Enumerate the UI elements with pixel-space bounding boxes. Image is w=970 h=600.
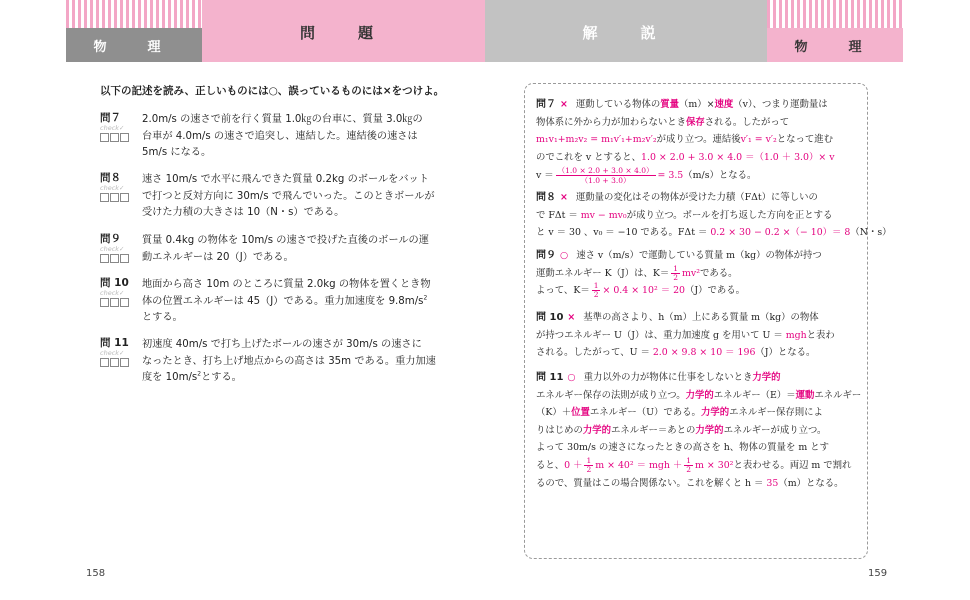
cross-mark: × bbox=[567, 312, 576, 323]
answer-text: される。したがって、U ＝ bbox=[536, 347, 653, 359]
fraction-denominator: 2 bbox=[686, 464, 692, 474]
answer-text: 運動量の変化はその物体が受けた力積（FΔt）に等しいの bbox=[575, 192, 818, 203]
answer-text: エネルギー＝あとの bbox=[611, 424, 696, 436]
fraction bbox=[592, 282, 601, 299]
fraction-numerator: 1 bbox=[586, 455, 592, 465]
formula: v′₁ = v′₂ bbox=[740, 134, 777, 146]
formula: mv − mv₀ bbox=[580, 209, 627, 221]
answer-text: が成り立つ。ボールを打ち返した方向を正とする bbox=[626, 209, 833, 221]
fraction-numerator: 1 bbox=[593, 281, 599, 291]
problem-title: 問 題 bbox=[299, 24, 387, 42]
answer-11 bbox=[536, 369, 862, 492]
answer-7 bbox=[536, 96, 858, 185]
answer-number: 問９ bbox=[536, 250, 556, 261]
answer-text: よって、K＝ bbox=[536, 285, 590, 297]
checkbox[interactable] bbox=[110, 298, 119, 307]
left-header-stripe bbox=[66, 0, 202, 28]
question-number: 問 11 bbox=[100, 337, 129, 349]
answer-text: となって進む bbox=[776, 134, 834, 146]
answer-text: 運動エネルギー K（J）は、K＝ bbox=[536, 267, 670, 279]
instruction-text: 以下の記述を読み、正しいものには○、誤っているものには×をつけよ。 bbox=[100, 85, 445, 97]
checkbox[interactable] bbox=[120, 254, 129, 263]
checkbox[interactable] bbox=[100, 254, 109, 263]
checkbox[interactable] bbox=[110, 133, 119, 142]
keyword: 力学的 bbox=[582, 424, 612, 436]
circle-mark: ○ bbox=[567, 372, 576, 383]
answer-text: （m/s）となる。 bbox=[683, 170, 757, 182]
cross-mark: × bbox=[560, 192, 568, 203]
keyword: 力学的 bbox=[695, 424, 724, 436]
answer-text: と v ＝ 30 、v₀ ＝ −10 である。FΔt ＝ bbox=[536, 227, 711, 239]
question-text: 動エネルギーは 20（J）である。 bbox=[142, 251, 294, 263]
right-subject-tab bbox=[767, 28, 903, 62]
left-subject-label: 物 理 bbox=[93, 39, 175, 55]
answer-text: エネルギーが成り立つ。 bbox=[723, 424, 827, 436]
question-number: 問 10 bbox=[100, 277, 129, 289]
answer-text: （K）＋ bbox=[536, 407, 572, 419]
answer-number: 問 10 bbox=[536, 312, 564, 323]
fraction-denominator: 2 bbox=[586, 464, 592, 474]
left-subject-tab bbox=[66, 28, 202, 62]
question-text: 速さ 10m/s で水平に飛んできた質量 0.2kg のボールをバット bbox=[142, 174, 429, 185]
page-number-right: 159 bbox=[868, 568, 888, 579]
right-header-stripe bbox=[767, 0, 903, 28]
superscript: 2 bbox=[423, 294, 428, 302]
question-text: とする。 bbox=[142, 312, 183, 323]
answer-text: エネルギー保存則によ bbox=[729, 407, 823, 419]
fraction-denominator: 2 bbox=[673, 272, 679, 282]
question-text-part: 体の位置エネルギーは 45（J）である。重力加速度を 9.8m/s bbox=[142, 295, 424, 307]
answer-text: エネルギー保存の法則が成り立つ。 bbox=[536, 389, 686, 401]
checkbox[interactable] bbox=[120, 193, 129, 202]
check-label: check✓ bbox=[100, 289, 125, 297]
answer-text: が成り立つ。連結後 bbox=[656, 134, 741, 146]
formula: = 3.5 bbox=[657, 170, 684, 182]
formula: 0 ＋ bbox=[564, 459, 583, 471]
question-text bbox=[142, 294, 431, 311]
fraction bbox=[556, 166, 656, 185]
checkbox[interactable] bbox=[120, 358, 129, 367]
question-text: で打つと反対方向に 30m/s で飛んでいった。このときボールが bbox=[142, 190, 435, 202]
answer-text: （m）× bbox=[679, 99, 715, 110]
question-number: 問９ bbox=[100, 233, 121, 245]
question-text bbox=[142, 370, 436, 387]
answer-text: （N・s） bbox=[850, 227, 892, 239]
question-text: 台車が 4.0m/s の速さで追突し、連結した。連結後の速さは bbox=[142, 130, 418, 142]
superscript: 2 bbox=[197, 370, 202, 378]
fraction bbox=[584, 457, 593, 474]
answer-text: ると、 bbox=[536, 459, 565, 471]
answer-text: エネルギー（U）である。 bbox=[589, 407, 701, 419]
checkbox[interactable] bbox=[100, 298, 109, 307]
cross-mark: × bbox=[560, 99, 568, 110]
checkbox[interactable] bbox=[120, 133, 129, 142]
explanation-title: 解 説 bbox=[582, 24, 670, 42]
explanation-title-tab bbox=[485, 0, 767, 62]
keyword: 位置 bbox=[571, 407, 590, 419]
keyword: 運動 bbox=[795, 389, 815, 401]
answer-text: エネルギー bbox=[814, 389, 862, 401]
fraction bbox=[684, 457, 693, 474]
question-7 bbox=[100, 112, 450, 162]
answer-text: 基準の高さより、h（m）上にある質量 m（kg）の物体 bbox=[583, 312, 819, 323]
question-text: なったとき、打ち上げ地点からの高さは 35m である。重力加速 bbox=[142, 355, 436, 367]
checkbox[interactable] bbox=[100, 133, 109, 142]
question-10 bbox=[100, 277, 450, 327]
checkbox[interactable] bbox=[120, 298, 129, 307]
fraction bbox=[671, 265, 680, 282]
answer-text: 速さ v（m/s）で運動している質量 m（kg）の物体が持つ bbox=[576, 250, 822, 261]
question-text: 2.0m/s の速さで前を行く質量 1.0㎏の台車に、質量 3.0㎏の bbox=[142, 114, 423, 125]
fraction-numerator: 1 bbox=[673, 263, 679, 273]
answer-text: のでこれを v とすると、 bbox=[536, 151, 642, 163]
answer-text: りはじめの bbox=[536, 424, 583, 436]
keyword: 保存 bbox=[686, 116, 705, 128]
fraction-denominator: （1.0 + 3.0） bbox=[580, 176, 631, 186]
question-text: 初速度 40m/s で打ち上げたボールの速さが 30m/s の速さに bbox=[142, 339, 422, 350]
checkbox[interactable] bbox=[110, 193, 119, 202]
answer-text: 重力以外の力が物体に仕事をしないとき bbox=[583, 372, 753, 383]
answer-number: 問７ bbox=[536, 99, 556, 110]
keyword: 力学的 bbox=[752, 372, 781, 383]
formula: m₁v₁+m₂v₂ = m₁v′₁+m₂v′₂ bbox=[536, 134, 657, 146]
answer-text: よって 30m/s の速さになったときの高さを h、物体の質量を m とす bbox=[536, 442, 829, 454]
answer-text: （J）である。 bbox=[685, 285, 746, 297]
formula: mv² bbox=[682, 267, 700, 279]
keyword: 速度 bbox=[714, 99, 734, 110]
formula: 0.2 × 30 − 0.2 ×（− 10）＝ 8 bbox=[710, 227, 851, 239]
question-8 bbox=[100, 172, 450, 222]
question-text: 受けた力積の大きさは 10（N・s）である。 bbox=[142, 207, 345, 218]
checkbox[interactable] bbox=[100, 193, 109, 202]
checkbox[interactable] bbox=[110, 254, 119, 263]
formula: 2.0 × 9.8 × 10 ＝ 196 bbox=[652, 347, 756, 359]
answer-text: るので、質量はこの場合関係ない。これを解くと h ＝ bbox=[536, 477, 767, 489]
question-11 bbox=[100, 337, 450, 387]
circle-mark: ○ bbox=[560, 250, 569, 261]
answer-number: 問 11 bbox=[536, 372, 564, 383]
formula: × 0.4 × 10² ＝ 20 bbox=[602, 285, 685, 297]
keyword: 力学的 bbox=[685, 389, 714, 401]
question-9 bbox=[100, 233, 450, 266]
check-label: check✓ bbox=[100, 245, 125, 253]
fraction-numerator: （1.0 × 2.0 + 3.0 × 4.0） bbox=[557, 166, 654, 176]
keyword: 質量 bbox=[660, 99, 680, 110]
page-number-left: 158 bbox=[86, 568, 106, 579]
answer-text: と表わせる。両辺 m で割れ bbox=[733, 459, 852, 471]
answer-8 bbox=[536, 189, 892, 242]
answer-text: v ＝ bbox=[536, 170, 554, 182]
question-number: 問８ bbox=[100, 172, 121, 184]
answer-number: 問８ bbox=[536, 192, 556, 203]
answer-text: が持つエネルギー U（J）は、重力加速度 g を用いて U ＝ bbox=[536, 329, 786, 341]
check-label: check✓ bbox=[100, 124, 125, 132]
answer-text: される。したがって bbox=[704, 116, 790, 128]
answer-text: と表わ bbox=[806, 329, 835, 341]
question-text-part: とする。 bbox=[201, 372, 242, 383]
answer-text: （v）、つまり運動量は bbox=[733, 99, 828, 110]
checkbox[interactable] bbox=[100, 358, 109, 367]
problem-title-tab bbox=[202, 0, 485, 62]
right-subject-label: 物 理 bbox=[794, 39, 876, 55]
formula: 35 bbox=[766, 477, 779, 489]
answer-text: 物体系に外から力が加わらないとき bbox=[536, 116, 687, 128]
answer-text: で FΔt ＝ bbox=[536, 209, 581, 221]
question-text-part: 度を 10m/s bbox=[142, 372, 198, 383]
fraction-denominator: 2 bbox=[593, 290, 599, 300]
answer-text: である。 bbox=[699, 267, 738, 279]
check-label: check✓ bbox=[100, 184, 125, 192]
answer-text: （m）となる。 bbox=[778, 477, 844, 489]
checkbox[interactable] bbox=[110, 358, 119, 367]
answer-text: （J）となる。 bbox=[755, 347, 816, 359]
check-label: check✓ bbox=[100, 349, 125, 357]
question-text: 5m/s になる。 bbox=[142, 147, 212, 158]
answer-text: 運動している物体の bbox=[575, 99, 661, 110]
question-text: 地面から高さ 10m のところに質量 2.0kg の物体を置くとき物 bbox=[142, 279, 431, 290]
fraction-numerator: 1 bbox=[686, 455, 692, 465]
keyword: 力学的 bbox=[700, 407, 730, 419]
question-number: 問７ bbox=[100, 112, 121, 124]
answer-9 bbox=[536, 247, 858, 300]
formula: m × 40² ＝ mgh ＋ bbox=[595, 459, 683, 471]
answer-text: エネルギー（E）＝ bbox=[713, 389, 796, 401]
formula: mgh bbox=[785, 329, 807, 341]
formula: 1.0 × 2.0 + 3.0 × 4.0 ＝（1.0 ＋ 3.0）× v bbox=[641, 151, 835, 163]
formula: m × 30² bbox=[695, 459, 734, 471]
answer-10 bbox=[536, 309, 858, 362]
question-text: 質量 0.4kg の物体を 10m/s の速さで投げた直後のボールの運 bbox=[142, 235, 429, 246]
